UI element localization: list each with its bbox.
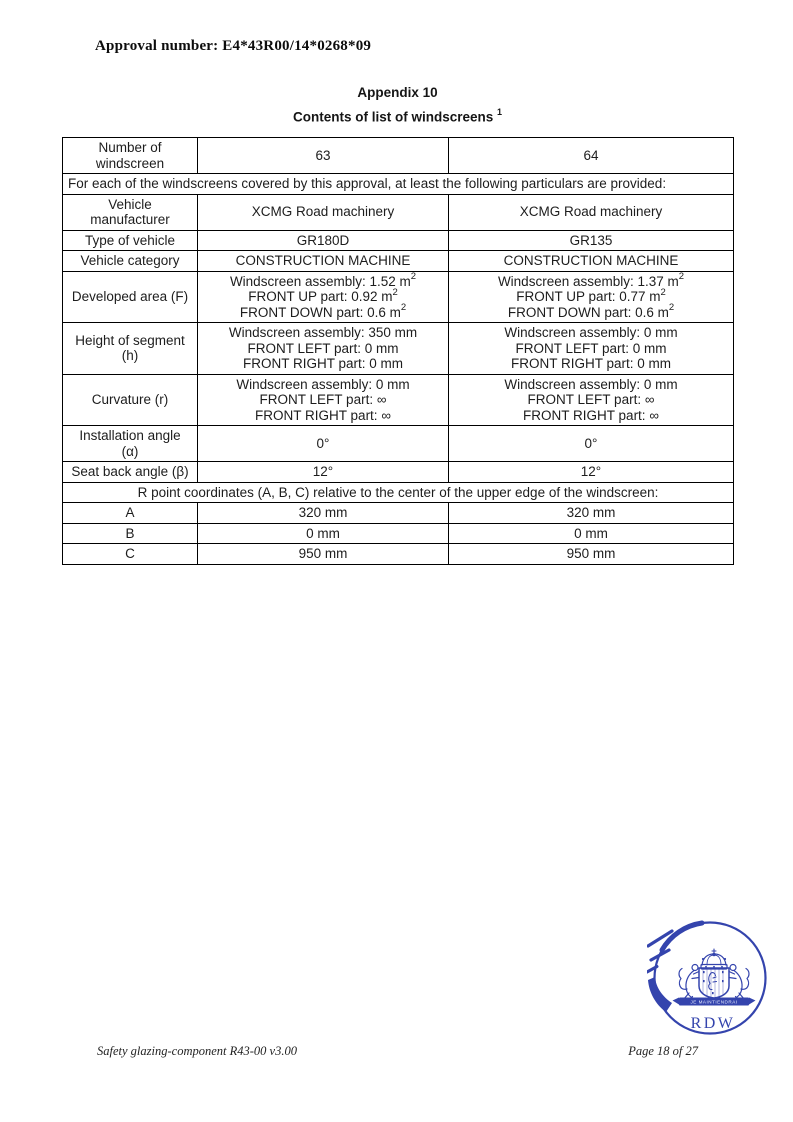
table-row xyxy=(63,462,734,483)
row-value-line: FRONT RIGHT part: 0 mm xyxy=(510,356,672,371)
row-value-line: 0° xyxy=(316,435,330,451)
row-label-cell xyxy=(63,462,198,483)
table-span-cell: R point coordinates (A, B, C) relative to the center of the upper edge of the windscreen: xyxy=(63,482,734,503)
row-value-line: Windscreen assembly: 350 mm xyxy=(228,325,418,340)
row-value-line: GR180D xyxy=(296,232,350,248)
footer-page-number: Page 18 of 27 xyxy=(628,1044,698,1058)
table-row xyxy=(63,523,734,544)
row-label-cell xyxy=(63,323,198,375)
windscreen-table-body xyxy=(63,138,734,565)
table-row xyxy=(63,174,734,195)
lion-right-icon xyxy=(729,965,749,1002)
row-value-cell xyxy=(449,138,734,174)
footer-document-id: Safety glazing-component R43-00 v3.00 xyxy=(97,1044,297,1058)
contents-title xyxy=(62,108,733,125)
row-label-line: Curvature (r) xyxy=(91,392,169,407)
row-value-line: Windscreen assembly: 1.52 $m^2$ xyxy=(229,271,417,289)
row-value-cell xyxy=(449,462,734,483)
row-value-line: 12° xyxy=(580,464,602,479)
row-value-line: CONSTRUCTION MACHINE xyxy=(235,253,411,268)
row-value-line: FRONT UP part: 0.77 $m^2$ xyxy=(516,286,666,304)
row-value-line: FRONT UP part: 0.92 $m^2$ xyxy=(248,286,398,304)
lion-left-icon xyxy=(679,965,699,1002)
superscript: 2 xyxy=(678,271,685,282)
row-value-line: 950 mm xyxy=(298,546,348,561)
table-row xyxy=(63,230,734,251)
table-row xyxy=(63,482,734,503)
stamp-swoosh xyxy=(648,977,672,1012)
row-value-line: FRONT LEFT part: 0 mm xyxy=(515,340,667,356)
row-value-cell xyxy=(449,194,734,230)
row-label-line: C xyxy=(125,546,135,561)
row-value-cell xyxy=(449,523,734,544)
row-value-cell xyxy=(198,138,449,174)
row-label-cell xyxy=(63,230,198,251)
row-value-line: 12° xyxy=(312,464,334,479)
row-value-line: FRONT DOWN part: 0.6 $m^2$ xyxy=(507,302,675,320)
row-label-line: Developed area (F) xyxy=(71,289,189,304)
row-value-cell xyxy=(198,523,449,544)
row-value-cell xyxy=(198,230,449,251)
stamp-arc xyxy=(662,923,702,950)
table-row xyxy=(63,323,734,375)
row-value-line: 64 xyxy=(583,147,599,163)
row-label-line: Vehicle xyxy=(108,196,152,212)
row-label-cell xyxy=(63,426,198,462)
row-label-line: Installation angle xyxy=(79,428,181,443)
row-value-line: FRONT DOWN part: 0.6 $m^2$ xyxy=(239,302,407,320)
row-value-cell xyxy=(198,426,449,462)
stamp-org-text: RDW xyxy=(690,1015,736,1032)
superscript: 2 xyxy=(392,286,398,298)
rdw-stamp xyxy=(647,918,773,1040)
row-value-line: GR135 xyxy=(569,232,613,248)
row-label-cell xyxy=(63,251,198,272)
row-value-line: CONSTRUCTION MACHINE xyxy=(503,253,679,268)
table-row xyxy=(63,374,734,426)
row-value-cell xyxy=(449,251,734,272)
row-label-line: Number of xyxy=(98,140,162,155)
row-label-line: Type of vehicle xyxy=(84,232,176,248)
row-value-line: FRONT LEFT part: ∞ xyxy=(527,392,655,407)
row-label-cell xyxy=(63,138,198,174)
row-value-line: 0 mm xyxy=(574,525,608,541)
motto-banner xyxy=(673,998,756,1006)
row-value-cell xyxy=(198,374,449,426)
row-label-cell xyxy=(63,544,198,565)
table-span-cell: For each of the windscreens covered by this approval, at least the following particulars are provided: xyxy=(63,174,734,195)
row-value-cell xyxy=(198,194,449,230)
table-row xyxy=(63,138,734,174)
crown-icon xyxy=(701,949,727,969)
row-value-line: 0 mm xyxy=(306,525,340,541)
table-row xyxy=(63,503,734,524)
row-value-line: Windscreen assembly: 0 mm xyxy=(504,325,678,340)
row-value-cell xyxy=(449,374,734,426)
row-value-cell xyxy=(198,251,449,272)
row-value-line: FRONT RIGHT part: 0 mm xyxy=(242,356,404,371)
superscript: 2 xyxy=(400,302,407,313)
row-label-cell xyxy=(63,523,198,544)
row-value-line: FRONT RIGHT part: ∞ xyxy=(255,407,391,423)
table-row xyxy=(63,271,734,323)
row-value-line: 320 mm xyxy=(566,505,616,520)
superscript: 2 xyxy=(668,302,675,313)
row-value-line: FRONT RIGHT part: ∞ xyxy=(523,407,659,423)
row-value-cell xyxy=(198,323,449,375)
row-value-cell xyxy=(449,544,734,565)
row-value-line: Windscreen assembly: 0 mm xyxy=(504,376,678,392)
row-value-line: FRONT LEFT part: ∞ xyxy=(259,392,387,407)
superscript: 2 xyxy=(660,286,666,298)
row-label-line: Vehicle category xyxy=(80,253,180,268)
row-label-line: (α) xyxy=(121,443,139,459)
row-value-line: 63 xyxy=(315,147,331,163)
row-value-cell xyxy=(198,544,449,565)
row-value-line: 0° xyxy=(584,435,598,451)
row-value-line: Windscreen assembly: 1.37 $m^2$ xyxy=(497,271,685,289)
row-value-cell xyxy=(198,503,449,524)
contents-title-footnote-ref: 1 xyxy=(497,107,503,117)
row-label-line: B xyxy=(125,525,135,541)
approval-number-line: Approval number: E4*43R00/14*0268*09 xyxy=(95,38,372,54)
motto-text: JE MAINTIENDRAI xyxy=(690,999,738,1005)
row-label-cell xyxy=(63,194,198,230)
row-value-cell xyxy=(449,271,734,323)
row-value-cell xyxy=(449,503,734,524)
table-row xyxy=(63,426,734,462)
row-value-line: 320 mm xyxy=(298,505,348,520)
row-label-line: Height of segment xyxy=(75,332,185,348)
row-value-cell xyxy=(198,271,449,323)
superscript: 2 xyxy=(410,271,417,282)
row-value-line: 950 mm xyxy=(566,546,616,561)
row-label-line: windscreen xyxy=(95,155,165,171)
row-label-line: Seat back angle (β) xyxy=(71,464,189,479)
row-label-cell xyxy=(63,374,198,426)
row-value-cell xyxy=(449,230,734,251)
shield-icon xyxy=(699,968,729,998)
table-row xyxy=(63,251,734,272)
row-label-line: (h) xyxy=(121,348,139,364)
row-label-cell xyxy=(63,271,198,323)
row-value-line: XCMG Road machinery xyxy=(519,204,663,220)
windscreen-table xyxy=(62,137,734,565)
table-row xyxy=(63,194,734,230)
row-value-cell xyxy=(449,323,734,375)
row-label-cell xyxy=(63,503,198,524)
row-value-cell xyxy=(449,426,734,462)
contents-title-text: Contents of list of windscreens xyxy=(292,109,497,125)
row-label-line: A xyxy=(125,505,135,520)
appendix-title: Appendix 10 xyxy=(357,85,438,100)
row-label-line: manufacturer xyxy=(90,212,170,227)
row-value-line: FRONT LEFT part: 0 mm xyxy=(247,340,399,356)
row-value-line: XCMG Road machinery xyxy=(251,204,395,220)
table-row xyxy=(63,544,734,565)
stamp-stripes xyxy=(647,931,672,972)
row-value-cell xyxy=(198,462,449,483)
row-value-line: Windscreen assembly: 0 mm xyxy=(236,376,410,392)
